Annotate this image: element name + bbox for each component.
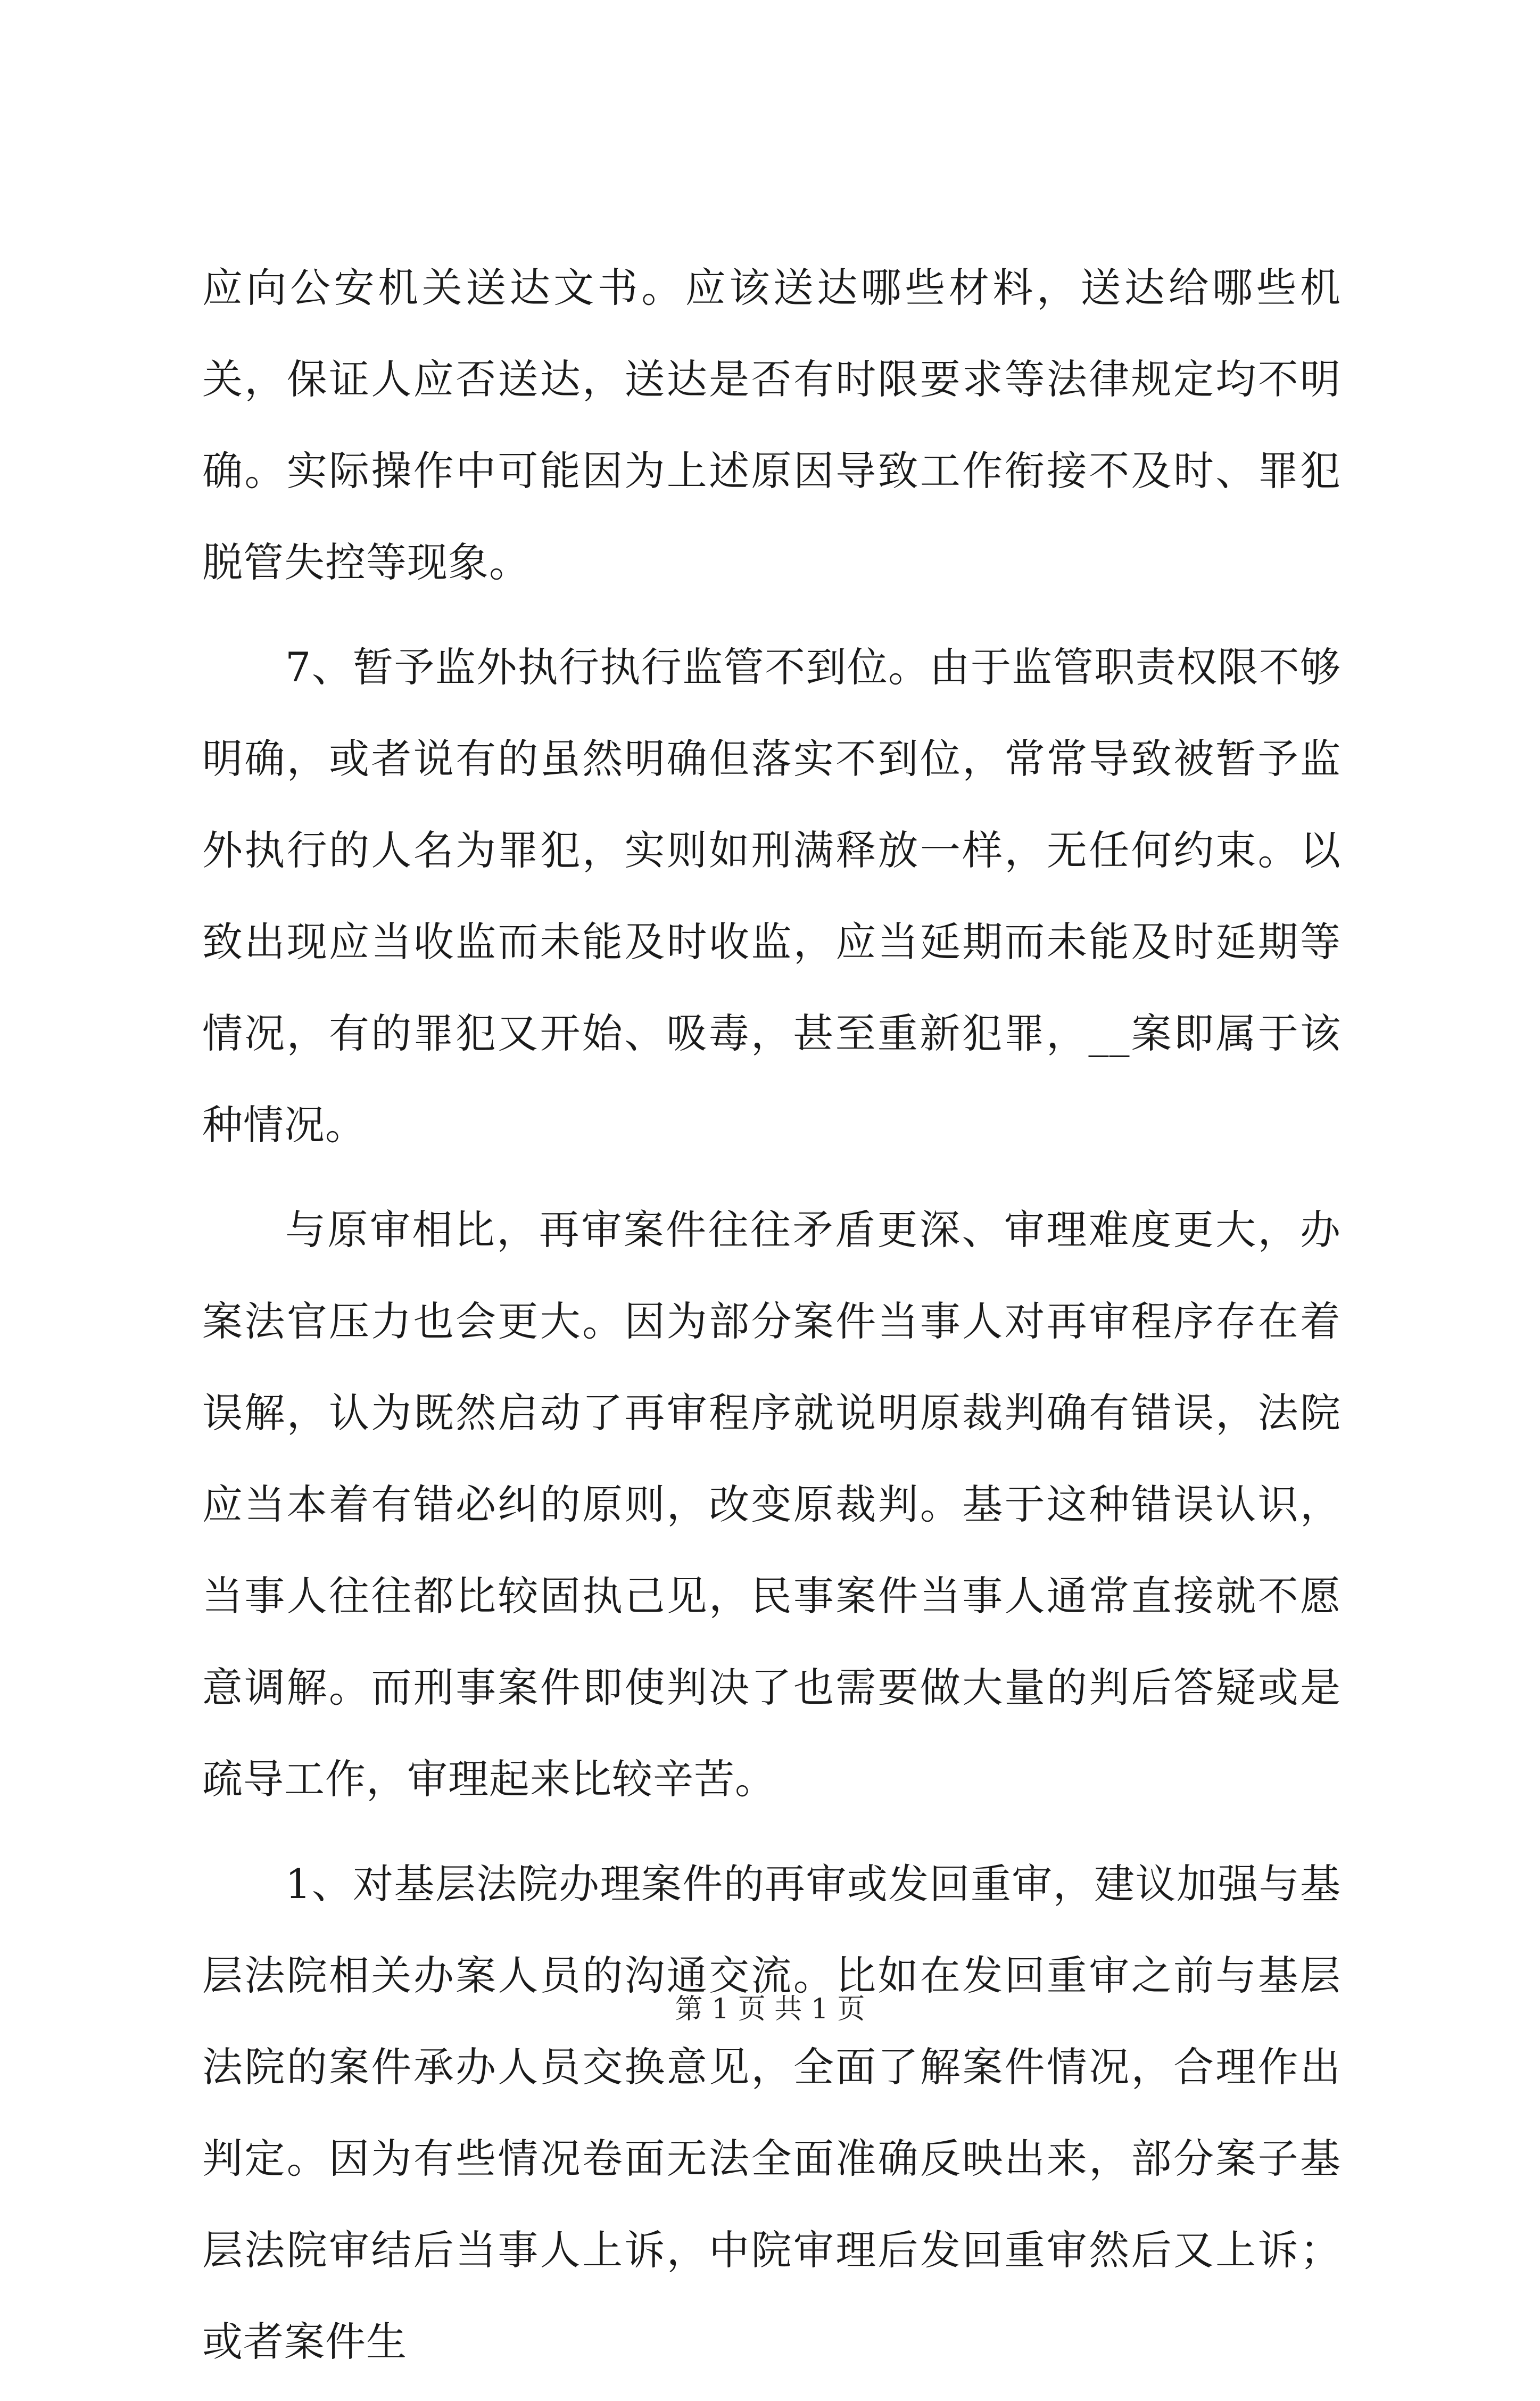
document-body [202, 242, 1341, 2401]
page-number-footer: 第 1 页 共 1 页 [675, 1993, 865, 2025]
paragraph-retrial-comparison: 与原审相比，再审案件往往矛盾更深、审理难度更大，办案法官压力也会更大。因为部分案件当事人对再审程序存在着误解，认为既然启动了再审程序就说明原裁判确有错误，法院应当本着有错必纠的原则，改变原裁判。基于这种错误认识，当事人往往都比较固执己见，民事案件当事人通常直接就不愿意调解。而刑事案件即使判决了也需要做大量的判后答疑或是疏导工作，审理起来比较辛苦。 [202, 1206, 1341, 1803]
paragraph-item-1: 1、对基层法院办理案件的再审或发回重审，建议加强与基层法院相关办案人员的沟通交流。比如在发回重审之前与基层法院的案件承办人员交换意见，全面了解案件情况，合理作出判定。因为有些情况卷面无法全面准确反映出来，部分案子基层法院审结后当事人上诉，中院审理后发回重审然后又上诉；或者案件生 [202, 1860, 1341, 2365]
paragraph-continuation: 应向公安机关送达文书。应该送达哪些材料，送达给哪些机关，保证人应否送达，送达是否有时限要求等法律规定均不明确。实际操作中可能因为上述原因导致工作衔接不及时、罪犯脱管失控等现象。 [202, 264, 1341, 586]
paragraph-item-7: 7、暂予监外执行执行监管不到位。由于监管职责权限不够明确，或者说有的虽然明确但落实不到位，常常导致被暂予监外执行的人名为罪犯，实则如刑满释放一样，无任何约束。以致出现应当收监而未能及时收监，应当延期而未能及时延期等情况，有的罪犯又开始、吸毒，甚至重新犯罪，__案即属于该种情况。 [202, 643, 1341, 1149]
